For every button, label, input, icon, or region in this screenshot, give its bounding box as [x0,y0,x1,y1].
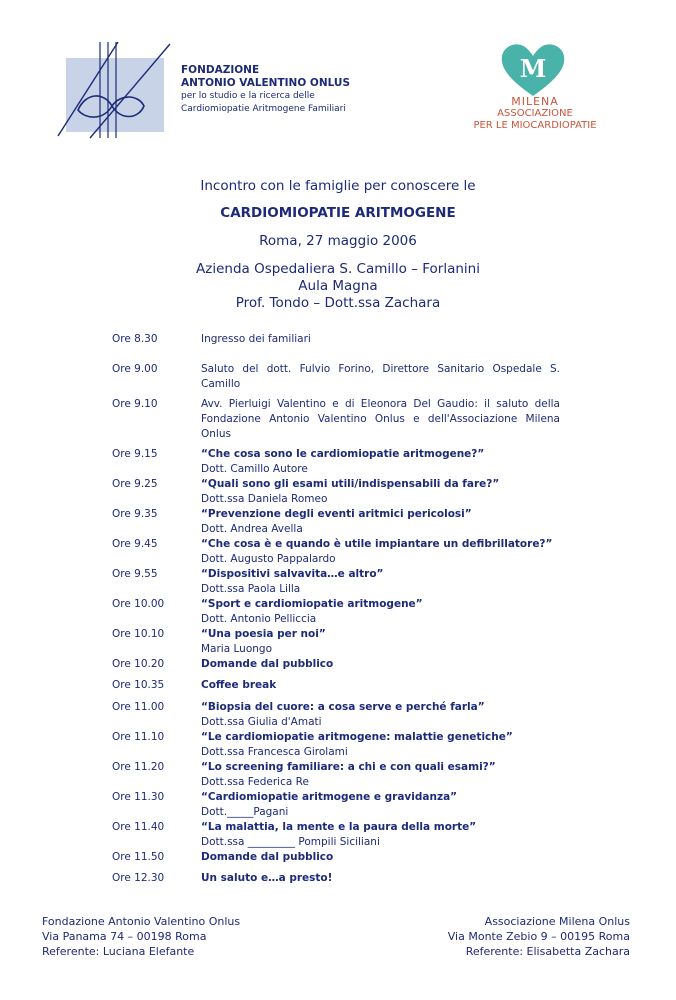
schedule-row [112,700,560,730]
schedule-time: Ore 9.15 [112,448,158,460]
schedule-row [112,871,560,886]
foundation-sub-line1: per lo studio e la ricerca delle [181,91,315,101]
schedule-row [112,678,560,693]
schedule-text: Coffee break [201,679,277,691]
footer-left-line2: Via Panama 74 – 00198 Roma [42,930,207,943]
footer-right-line2: Via Monte Zebio 9 – 00195 Roma [447,930,630,943]
schedule-talk [201,760,560,790]
talk-speaker: Dott.ssa _________ Pompili Siciliani [201,836,380,848]
talk-title: “Una poesia per noi” [201,628,326,640]
schedule-row [112,447,560,477]
schedule-row [112,332,560,347]
talk-title: “Prevenzione degli eventi aritmici pericolosi” [201,508,472,520]
talk-title: “Che cosa sono le cardiomiopatie aritmogene?” [201,448,485,460]
schedule-time: Ore 9.25 [112,478,158,490]
talk-title: “Che cosa è e quando è utile impiantare un defibrillatore?” [201,538,553,550]
schedule-text: Avv. Pierluigi Valentino e di Eleonora Del Gaudio: il saluto della Fondazione Antonio Valentino Onlus e dell'Associazione Milena Onlus [201,398,560,440]
heart-logo-icon [500,42,566,98]
talk-speaker: Dott.ssa Federica Re [201,776,309,788]
footer-foundation-contact [42,914,240,959]
schedule-text: Domande dal pubblico [201,658,334,670]
schedule-time: Ore 10.00 [112,598,165,610]
schedule-time: Ore 11.10 [112,731,165,743]
schedule-talk [201,507,560,537]
event-intro: Incontro con le famiglie per conoscere le [200,178,476,194]
schedule-row [112,730,560,760]
foundation-name-line2: ANTONIO VALENTINO ONLUS [181,77,351,89]
footer-left-line3: Referente: Luciana Elefante [42,945,195,958]
venue-line3: Prof. Tondo – Dott.ssa Zachara [235,295,441,311]
talk-title: “Biopsia del cuore: a cosa serve e perché farla” [201,701,485,713]
talk-title: “La malattia, la mente e la paura della morte” [201,821,477,833]
schedule-time: Ore 12.30 [112,872,165,884]
association-header [470,96,600,132]
talk-speaker: Dott. Andrea Avella [201,523,303,535]
talk-title: “Dispositivi salvavita…e altro” [201,568,384,580]
schedule-time: Ore 10.20 [112,658,165,670]
schedule-row [112,627,560,657]
schedule-time: Ore 9.10 [112,398,158,410]
foundation-name-line1: FONDAZIONE [181,64,260,76]
foundation-sub-line2: Cardiomiopatie Aritmogene Familiari [181,104,346,114]
schedule-time: Ore 11.00 [112,701,165,713]
schedule-talk [201,447,560,477]
schedule-talk [201,627,560,657]
schedule-time: Ore 9.55 [112,568,158,580]
talk-speaker: Dott._____Pagani [201,806,289,818]
talk-speaker: Maria Luongo [201,643,272,655]
schedule-row [112,507,560,537]
schedule-row [112,820,560,850]
schedule-row [112,760,560,790]
schedule-talk [201,477,560,507]
schedule-talk [201,730,560,760]
schedule-time: Ore 9.00 [112,363,158,375]
schedule-row [112,597,560,627]
event-venue [0,261,676,312]
event-date: Roma, 27 maggio 2006 [259,233,417,249]
foundation-header [181,64,350,116]
talk-title: “Cardiomiopatie aritmogene e gravidanza” [201,791,458,803]
talk-title: “Sport e cardiomiopatie aritmogene” [201,598,423,610]
schedule-row [112,397,560,442]
schedule-talk [201,597,560,627]
talk-title: “Lo screening familiare: a chi e con quali esami?” [201,761,496,773]
venue-line2: Aula Magna [298,278,378,294]
talk-speaker: Dott.ssa Paola Lilla [201,583,301,595]
schedule-text: Un saluto e…a presto! [201,872,333,884]
milena-logo-letter: M [519,54,547,83]
schedule-time: Ore 11.30 [112,791,165,803]
event-title: CARDIOMIOPATIE ARITMOGENE [220,205,456,221]
talk-speaker: Dott. Antonio Pelliccia [201,613,317,625]
schedule-time: Ore 9.45 [112,538,158,550]
talk-title: “Quali sono gli esami utili/indispensabili da fare?” [201,478,500,490]
schedule-talk [201,790,560,820]
schedule-talk [201,537,560,567]
av-monogram-logo-icon [56,40,176,140]
schedule-row [112,362,560,392]
schedule-row [112,790,560,820]
talk-speaker: Dott. Camillo Autore [201,463,308,475]
schedule-talk [201,700,560,730]
schedule-text: Domande dal pubblico [201,851,334,863]
schedule-time: Ore 10.35 [112,679,165,691]
association-name: MILENA [511,95,559,108]
footer-right-line3: Referente: Elisabetta Zachara [465,945,630,958]
schedule-row [112,567,560,597]
schedule-row [112,657,560,672]
schedule-talk [201,820,560,850]
schedule-text: Saluto del dott. Fulvio Forino, Direttore Sanitario Ospedale S. Camillo [201,363,560,390]
schedule-talk [201,567,560,597]
schedule-time: Ore 11.50 [112,851,165,863]
schedule-time: Ore 11.20 [112,761,165,773]
schedule [112,332,560,886]
schedule-time: Ore 10.10 [112,628,165,640]
venue-line1: Azienda Ospedaliera S. Camillo – Forlanini [196,261,480,277]
schedule-row [112,850,560,865]
footer-right-line1: Associazione Milena Onlus [484,915,630,928]
footer-association-contact [448,914,630,959]
schedule-row [112,537,560,567]
schedule-text: Ingresso dei familiari [201,333,311,345]
footer-left-line1: Fondazione Antonio Valentino Onlus [42,915,241,928]
talk-speaker: Dott.ssa Daniela Romeo [201,493,328,505]
schedule-row [112,477,560,507]
schedule-time: Ore 11.40 [112,821,165,833]
schedule-time: Ore 9.35 [112,508,158,520]
talk-speaker: Dott.ssa Giulia d'Amati [201,716,322,728]
association-sub-line1: ASSOCIAZIONE [497,108,573,119]
schedule-time: Ore 8.30 [112,333,158,345]
talk-speaker: Dott.ssa Francesca Girolami [201,746,348,758]
talk-speaker: Dott. Augusto Pappalardo [201,553,336,565]
talk-title: “Le cardiomiopatie aritmogene: malattie genetiche” [201,731,513,743]
association-sub-line2: PER LE MIOCARDIOPATIE [473,120,597,131]
